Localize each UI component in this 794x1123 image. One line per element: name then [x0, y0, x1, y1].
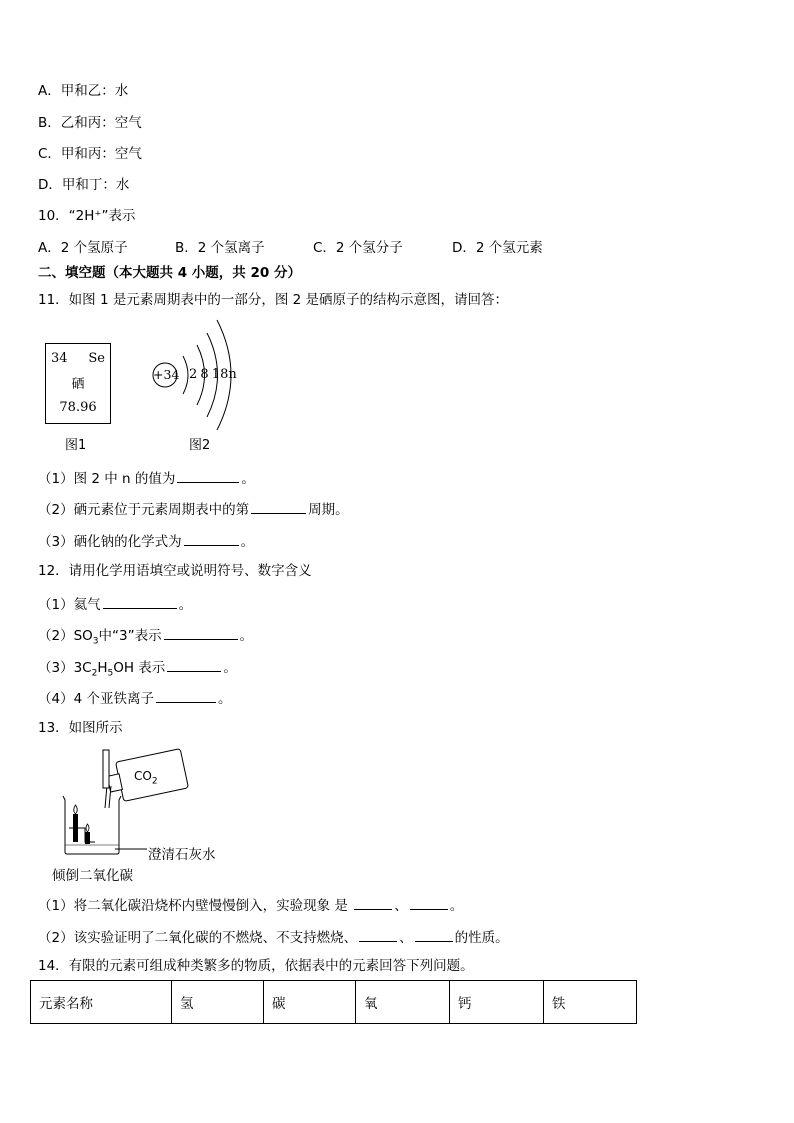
table-cell: 铁: [544, 981, 637, 1024]
q13-sub1-end: 。: [449, 898, 464, 914]
element-symbol: Se: [88, 351, 105, 366]
q12-sub4-end: 。: [217, 691, 232, 707]
co2-label-subscript: 2: [151, 776, 158, 787]
q10-option-b: B．2 个氢离子: [175, 240, 265, 256]
q9-option-a: A．甲和乙：水: [38, 83, 129, 99]
answer-blank[interactable]: [251, 499, 306, 514]
answer-blank[interactable]: [410, 895, 448, 910]
q11-sub1: [38, 468, 255, 488]
flame-short: [86, 824, 89, 832]
q10-option-c: C．2 个氢分子: [313, 240, 403, 256]
nucleus-charge: +34: [153, 367, 180, 382]
electron-shells-text: 2 8 18n: [189, 367, 237, 382]
q11-sub1-text: （1）图 2 中 n 的值为: [38, 471, 176, 487]
q12-sub3-end: 。: [223, 660, 237, 676]
q12-sub2: [38, 625, 253, 651]
table-cell: 碳: [264, 981, 356, 1024]
answer-blank[interactable]: [354, 895, 392, 910]
candle-short: [85, 832, 90, 844]
q11-sub2-end: 周期。: [308, 502, 349, 518]
limewater-label: 澄清石灰水: [148, 847, 216, 863]
q13-stem: 13．如图所示: [38, 720, 123, 736]
q13-sub2-text: （2）该实验证明了二氧化碳的不燃烧、不支持燃烧、: [38, 930, 358, 946]
glass-rod: [103, 750, 109, 788]
figure-1-label: 图1: [65, 438, 87, 453]
experiment-caption: 倾倒二氧化碳: [52, 868, 133, 884]
answer-blank[interactable]: [359, 927, 397, 942]
q12-sub4: [38, 688, 231, 708]
q13-sub2-end: 的性质。: [454, 930, 509, 946]
q11-stem: 11．如图 1 是元素周期表中的一部分，图 2 是硒原子的结构示意图，请回答：: [38, 292, 509, 308]
q12-sub3-text-a: （3）3C: [38, 660, 92, 676]
q12-sub2-text-b: 中“3”表示: [98, 628, 162, 644]
table-cell: 氧: [356, 981, 450, 1024]
q13-sub2-sep: 、: [399, 930, 413, 946]
answer-blank[interactable]: [164, 625, 238, 640]
answer-blank[interactable]: [103, 594, 177, 609]
q13-sub1: [38, 895, 463, 915]
answer-blank[interactable]: [184, 531, 239, 546]
q12-sub2-end: 。: [239, 628, 254, 644]
q11-sub3-text: （3）硒化钠的化学式为: [38, 534, 182, 550]
q12-sub3-text-b: H: [97, 660, 108, 676]
q12-sub3-subscript-2: 5: [107, 668, 114, 679]
table-cell: 氢: [172, 981, 264, 1024]
atomic-mass: 78.96: [59, 400, 97, 415]
answer-blank[interactable]: [177, 468, 239, 483]
co2-label-text: CO: [134, 769, 152, 783]
q12-sub4-text: （4）4 个亚铁离子: [38, 691, 154, 707]
q12-sub2-subscript: 3: [92, 636, 99, 647]
q12-stem: 12．请用化学用语填空或说明符号、数字含义: [38, 563, 312, 579]
q11-sub3: [38, 531, 254, 551]
table-row: [31, 981, 637, 1024]
q11-sub2: [38, 499, 349, 519]
table-cell: 元素名称: [31, 981, 172, 1024]
q10-stem: 10．“2H⁺”表示: [38, 208, 136, 224]
answer-blank[interactable]: [156, 688, 216, 703]
table-cell: 钙: [450, 981, 544, 1024]
step-shelf: [69, 828, 95, 842]
q13-sub1-text: （1）将二氧化碳沿烧杯内壁慢慢倒入，实验现象 是: [38, 898, 348, 914]
q10-option-a: A．2 个氢原子: [38, 240, 128, 256]
q12-sub3-subscript-1: 2: [91, 668, 98, 679]
element-name: 硒: [71, 377, 85, 392]
section-title: 二、填空题（本大题共 4 小题，共 20 分）: [38, 265, 301, 281]
candle-tall: [73, 814, 78, 842]
q12-sub1: [38, 594, 192, 614]
q13-sub2: [38, 927, 509, 947]
q9-option-b: B．乙和丙：空气: [38, 115, 142, 131]
q13-sub1-sep: 、: [394, 898, 408, 914]
q12-sub3-text-c: OH 表示: [113, 660, 166, 676]
atomic-number: 34: [51, 351, 68, 366]
q11-sub3-end: 。: [240, 534, 255, 550]
answer-blank[interactable]: [167, 657, 221, 672]
q9-option-c: C．甲和丙：空气: [38, 146, 142, 162]
flame-tall: [74, 805, 78, 814]
element-card: [45, 343, 111, 424]
q10-option-d: D．2 个氢元素: [452, 240, 543, 256]
q12-sub3: [38, 657, 237, 683]
element-table: [30, 980, 637, 1024]
q14-stem: 14．有限的元素可组成种类繁多的物质，依据表中的元素回答下列问题。: [38, 958, 474, 974]
q12-sub2-text-a: （2）SO: [38, 628, 93, 644]
q12-sub1-end: 。: [178, 597, 193, 613]
q9-option-d: D．甲和丁：水: [38, 177, 130, 193]
q11-sub1-end: 。: [241, 471, 255, 487]
co2-bottle-label: [134, 769, 158, 786]
q12-sub1-text: （1）氦气: [38, 597, 101, 613]
answer-blank[interactable]: [415, 927, 453, 942]
electron-shell-1: [183, 356, 188, 394]
q11-sub2-text: （2）硒元素位于元素周期表中的第: [38, 502, 250, 518]
figure-2-label: 图2: [189, 438, 211, 453]
